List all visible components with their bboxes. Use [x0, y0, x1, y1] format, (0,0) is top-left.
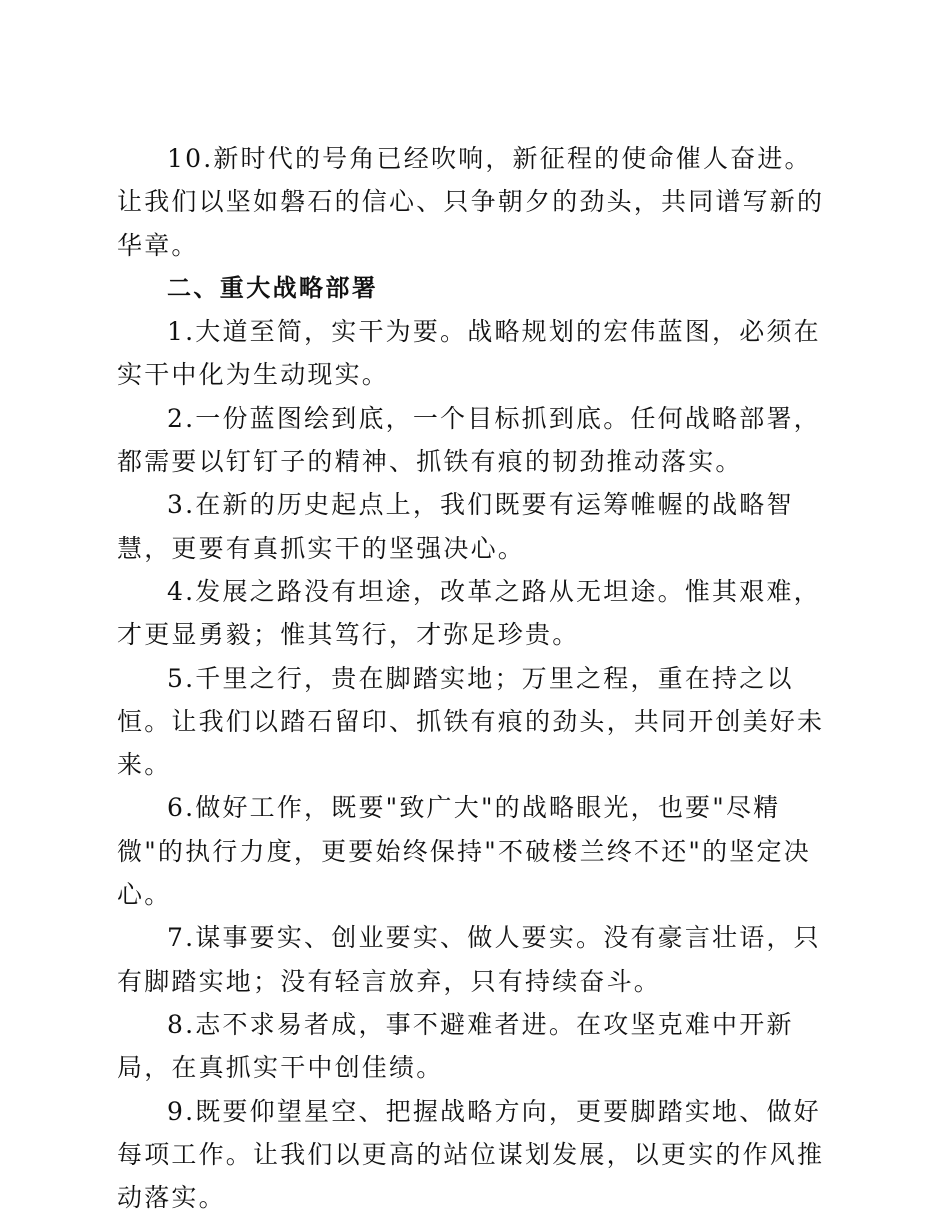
document-body: [117, 137, 827, 1219]
section-heading: 二、重大战略部署: [167, 273, 379, 302]
paragraph-3: 3.在新的历史起点上，我们既要有运筹帷幄的战略智慧，更要有真抓实干的坚强决心。: [117, 490, 794, 563]
paragraph-2: 2.一份蓝图绘到底，一个目标抓到底。任何战略部署，都需要以钉钉子的精神、抓铁有痕的韧劲推动落实。: [117, 403, 821, 477]
paragraph-9: 9.既要仰望星空、把握战略方向，更要脚踏实地、做好每项工作。让我们以更高的站位谋划发展，以更实的作风推动落实。: [117, 1096, 825, 1213]
paragraph-6: 6.做好工作，既要"致广大"的战略眼光，也要"尽精微"的执行力度，更要始终保持"不破楼兰终不还"的坚定决心。: [117, 793, 811, 910]
paragraph-8: 8.志不求易者成，事不避难者进。在攻坚克难中开新局，在真抓实干中创佳绩。: [117, 1009, 794, 1083]
paragraph-7: 7.谋事要实、创业要实、做人要实。没有豪言壮语，只有脚踏实地；没有轻言放弃，只有持续奋斗。: [117, 923, 821, 996]
paragraph-10: 10.新时代的号角已经吹响，新征程的使命催人奋进。让我们以坚如磐石的信心、只争朝夕的劲头，共同谱写新的华章。: [117, 144, 825, 260]
paragraph-1: 1.大道至简，实干为要。战略规划的宏伟蓝图，必须在实干中化为生动现实。: [117, 317, 821, 390]
paragraph-5: 5.千里之行，贵在脚踏实地；万里之程，重在持之以恒。让我们以踏石留印、抓铁有痕的劲头，共同开创美好未来。: [117, 663, 825, 780]
paragraph-4: 4.发展之路没有坦途，改革之路从无坦途。惟其艰难，才更显勇毅；惟其笃行，才弥足珍贵。: [117, 576, 821, 650]
